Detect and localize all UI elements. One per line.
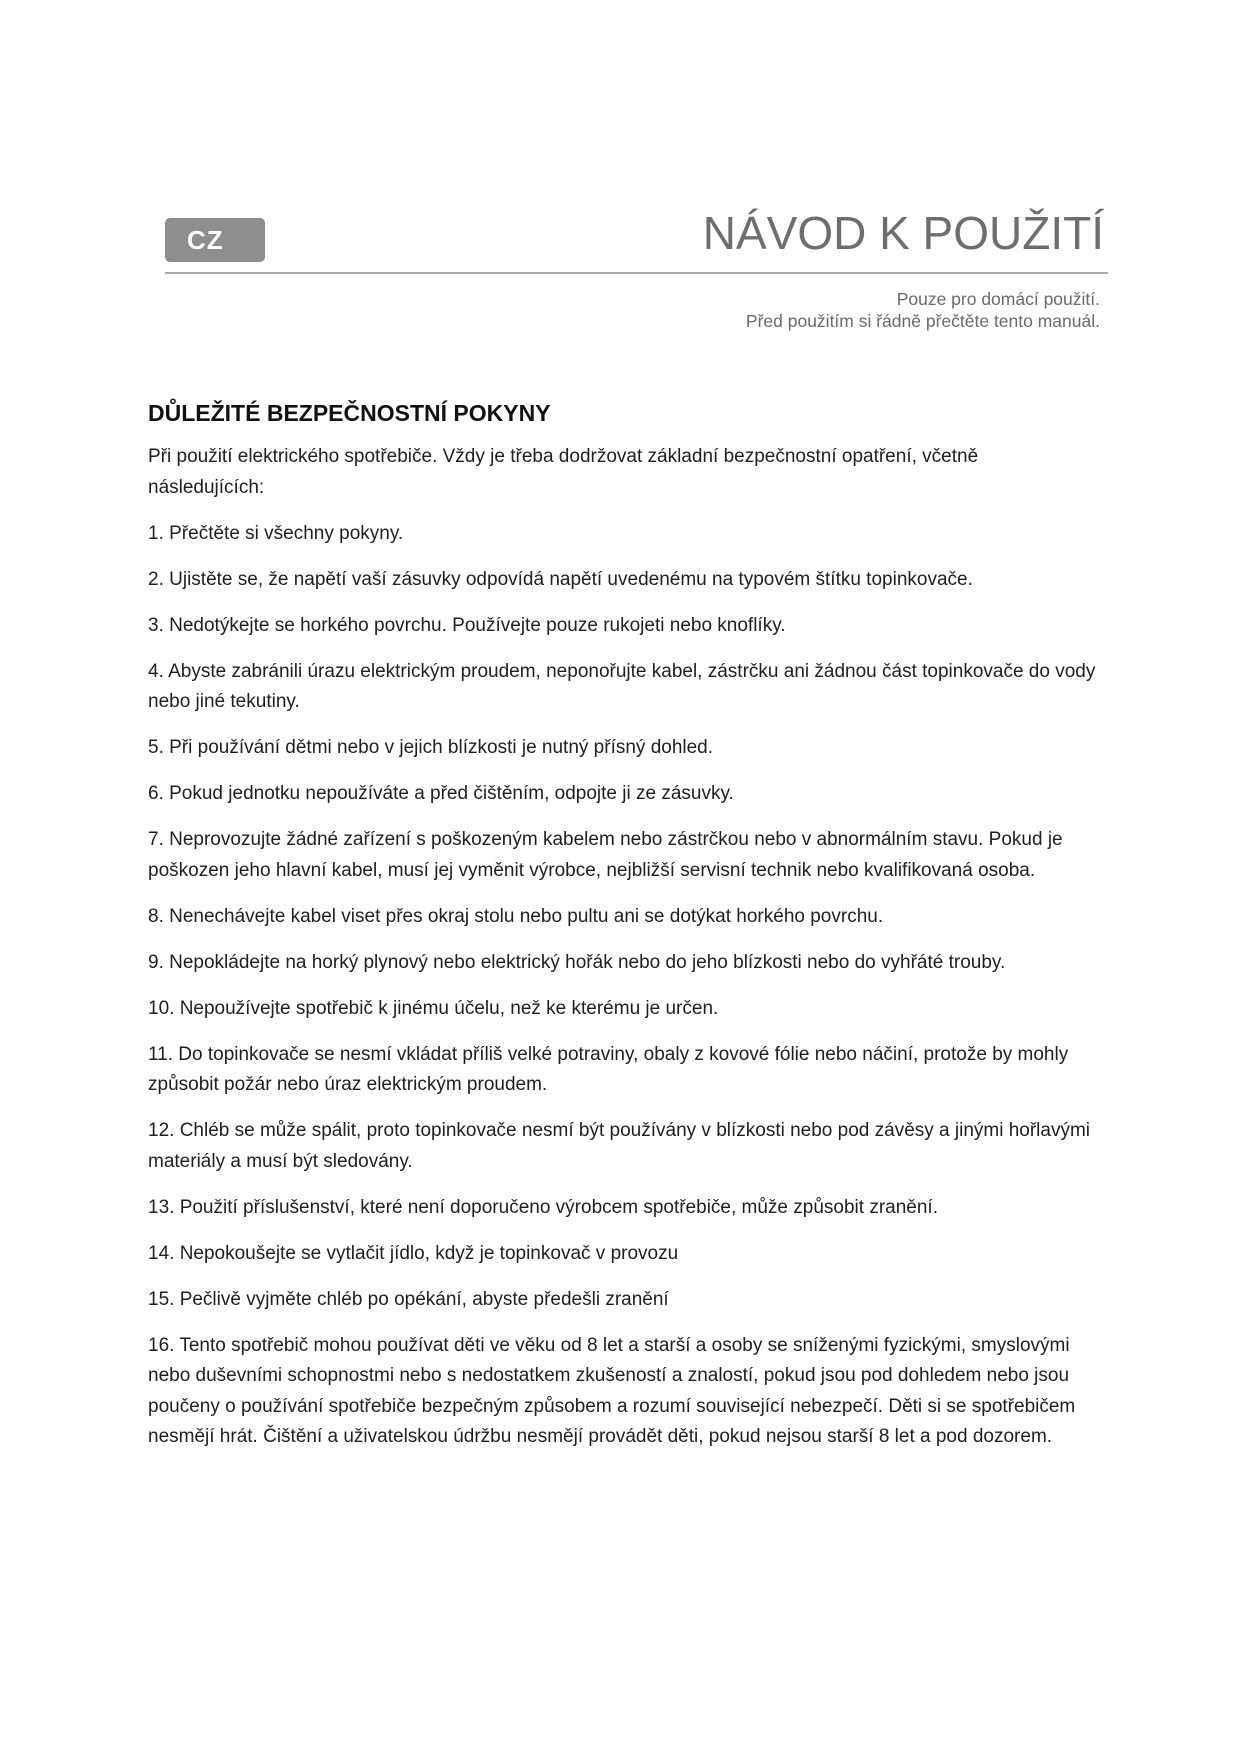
instruction-item: 15. Pečlivě vyjměte chléb po opékání, abyste předešli zranění — [148, 1288, 669, 1310]
document-title: NÁVOD K POUŽITÍ — [702, 207, 1104, 259]
section-heading: DŮLEŽITÉ BEZPEČNOSTNÍ POKYNY — [148, 400, 551, 426]
instruction-item: 9. Nepokládejte na horký plynový nebo elektrický hořák nebo do jeho blízkosti nebo do vyhřáté trouby. — [148, 951, 1006, 973]
safety-instructions-list — [148, 519, 1098, 1453]
header-subtitle — [746, 288, 1100, 332]
instruction-item: 7. Neprovozujte žádné zařízení s poškozeným kabelem nebo zástrčkou nebo v abnormálním stavu. Pokud je poškozen jeho hlavní kabel, musí jej vyměnit výrobce, nejbližší servisní technik nebo kvalifikovaná osoba. — [148, 829, 1063, 881]
instruction-item: 11. Do topinkovače se nesmí vkládat příliš velké potraviny, obaly z kovové fólie nebo náčiní, protože by mohly způsobit požár nebo úraz elektrickým proudem. — [148, 1043, 1069, 1095]
instruction-item: 4. Abyste zabránili úrazu elektrickým proudem, neponořujte kabel, zástrčku ani žádnou část topinkovače do vody nebo jiné tekutiny. — [148, 660, 1096, 712]
instruction-item: 5. Při používání dětmi nebo v jejich blízkosti je nutný přísný dohled. — [148, 737, 714, 758]
instruction-item: 12. Chléb se může spálit, proto topinkovače nesmí být používány v blízkosti nebo pod závěsy a jinými hořlavými materiály a musí být sledovány. — [148, 1120, 1091, 1172]
instruction-item: 2. Ujistěte se, že napětí vaší zásuvky odpovídá napětí uvedenému na typovém štítku topinkovače. — [148, 568, 973, 590]
instruction-item: 10. Nepoužívejte spotřebič k jinému účelu, než ke kterému je určen. — [148, 997, 719, 1019]
subtitle-home-use: Pouze pro domácí použití. — [896, 289, 1100, 309]
intro-paragraph: Při použití elektrického spotřebiče. Vždy je třeba dodržovat základní bezpečnostní opatření, včetně následujících: — [148, 446, 979, 498]
subtitle-read-manual: Před použitím si řádně přečtěte tento manuál. — [745, 311, 1100, 331]
instruction-item: 3. Nedotýkejte se horkého povrchu. Používejte pouze rukojeti nebo knoflíky. — [148, 614, 786, 636]
instruction-item: 8. Nenechávejte kabel viset přes okraj stolu nebo pultu ani se dotýkat horkého povrchu. — [148, 905, 884, 927]
instruction-item: 13. Použití příslušenství, které není doporučeno výrobcem spotřebiče, může způsobit zranění. — [148, 1196, 938, 1218]
instruction-item: 16. Tento spotřebič mohou používat děti ve věku od 8 let a starší a osoby se sníženými fyzickými, smyslovými nebo duševními schopnostmi nebo s nedostatkem zkušeností a znalostí, pokud jsou pod dohledem nebo jsou poučeny o používání spotřebiče bezpečným způsobem a rozumí související nebezpečí. Děti si se spotřebičem nesmějí hrát. Čištění a uživatelskou údržbu nesmějí provádět děti, pokud nejsou starší 8 let a pod dozorem. — [148, 1334, 1076, 1447]
safety-section — [148, 393, 1098, 1468]
instruction-item: 14. Nepokoušejte se vytlačit jídlo, když je topinkovač v provozu — [148, 1242, 679, 1264]
instruction-item: 1. Přečtěte si všechny pokyny. — [148, 522, 404, 544]
header-divider — [165, 272, 1108, 274]
instruction-item: 6. Pokud jednotku nepoužíváte a před čištěním, odpojte ji ze zásuvky. — [148, 783, 734, 804]
language-badge: CZ — [165, 218, 265, 262]
